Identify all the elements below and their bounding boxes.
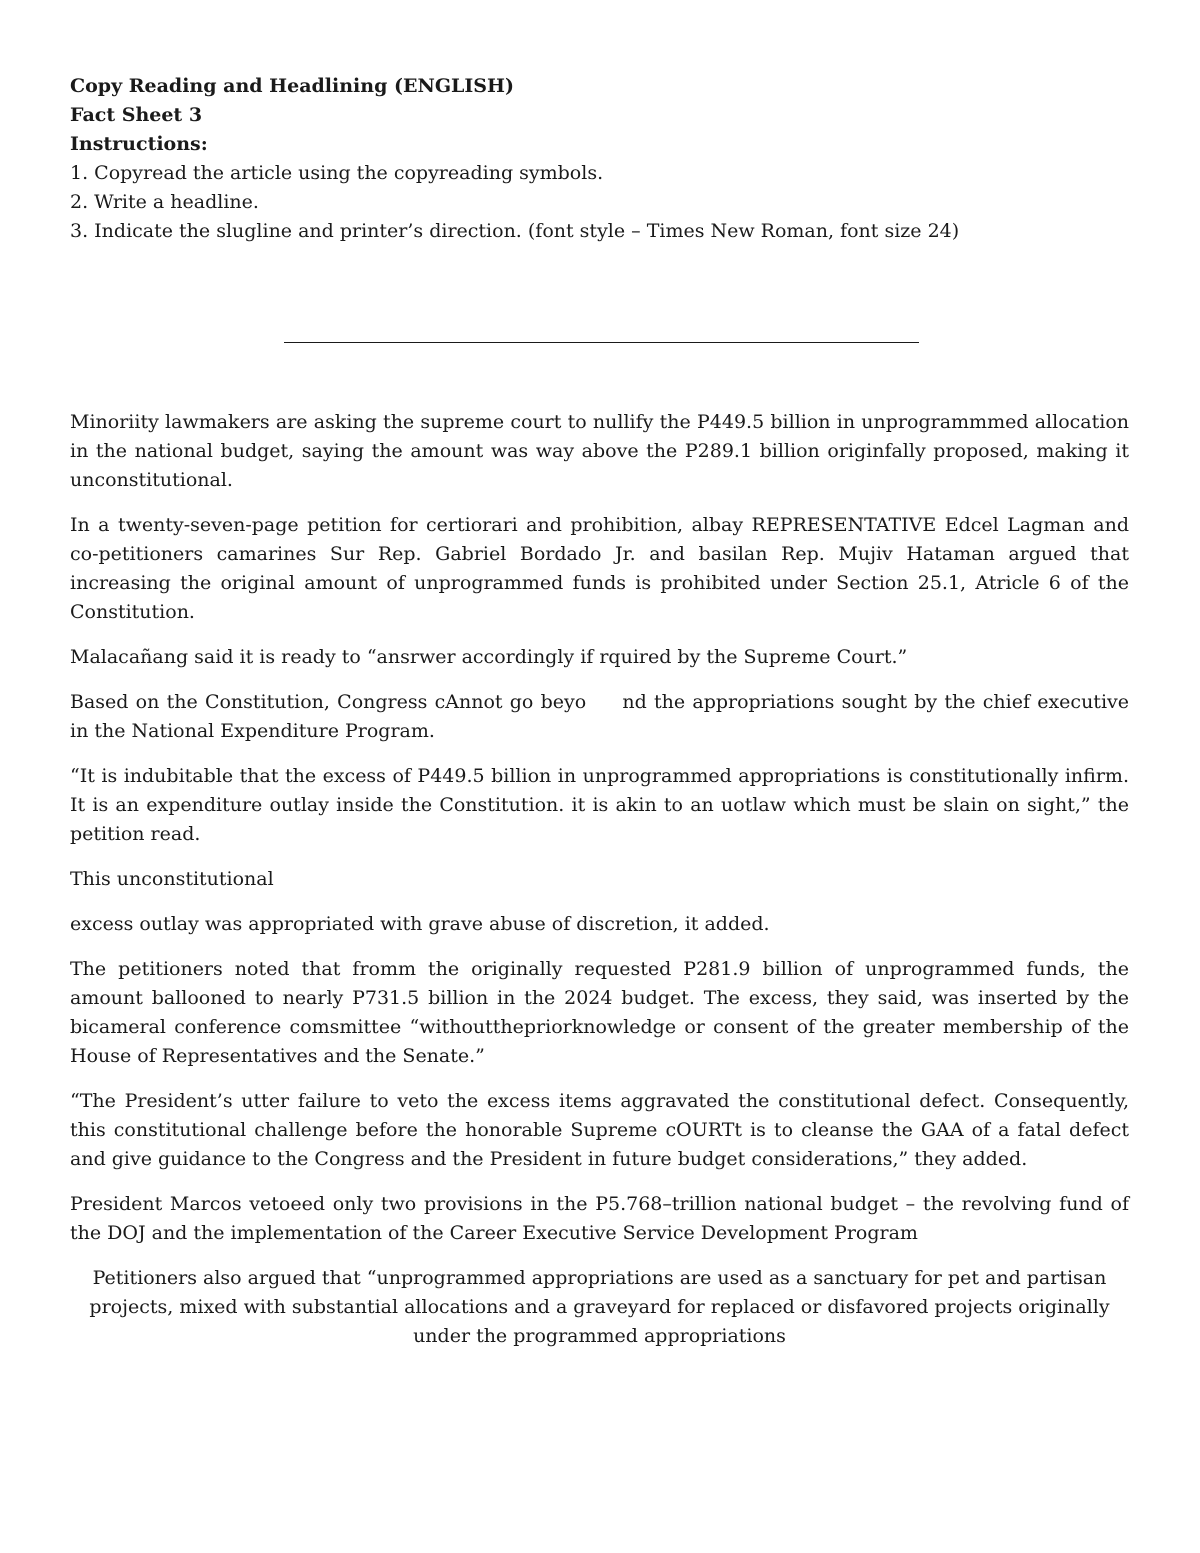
article-paragraph-6: This unconstitutional (70, 868, 274, 890)
fact-sheet-header (70, 72, 1130, 246)
article-paragraph-9: “The President’s utter failure to veto the excess items aggravated the constitutional defect. Consequently, this constitutional challenge before the honorable Supreme cOURTt is to cleanse the GAA of a fatal defect and give guidance to the Congress and the President in future budget considerations,” they added. (70, 1090, 1129, 1170)
article-paragraph-7: excess outlay was appropriated with grave abuse of discretion, it added. (70, 913, 770, 935)
instruction-item-2: 2. Write a headline. (70, 191, 259, 213)
article-paragraph-8: The petitioners noted that fromm the originally requested P281.9 billion of unprogrammed funds, the amount ballooned to nearly P731.5 billion in the 2024 budget. The excess, they said, was inserted by the bicameral conference comsmittee “withoutthepriorknowledge or consent of the greater membership of the House of Representatives and the Senate.” (70, 958, 1129, 1067)
instructions-label: Instructions: (70, 133, 208, 155)
article-paragraph-2: In a twenty-seven-page petition for certiorari and prohibition, albay REPRESENTATIVE Edcel Lagman and co-petitioners camarines Sur Rep. Gabriel Bordado Jr. and basilan Rep. Mujiv Hataman argued that increasing the original amount of unprogrammed funds is prohibited under Section 25.1, Atricle 6 of the Constitution. (70, 514, 1129, 623)
article-paragraph-4: Based on the Constitution, Congress cAnnot go beyo nd the appropriations sought by the chief executive in the National Expenditure Program. (70, 691, 1136, 742)
instruction-item-3: 3. Indicate the slugline and printer’s direction. (font style – Times New Roman, font size 24) (70, 220, 960, 242)
fact-sheet-number: Fact Sheet 3 (70, 104, 203, 126)
document-title: Copy Reading and Headlining (ENGLISH) (70, 75, 514, 97)
article-paragraph-11: Petitioners also argued that “unprogrammed appropriations are used as a sanctuary for pet and partisan projects, mixed with substantial allocations and a graveyard for replaced or disfavored projects originally under the programmed appropriations (89, 1267, 1110, 1347)
instruction-item-1: 1. Copyread the article using the copyreading symbols. (70, 162, 604, 184)
article-body (70, 408, 1136, 1367)
article-paragraph-1: Minoriity lawmakers are asking the supreme court to nullify the P449.5 billion in unprogrammmed allocation in the national budget, saying the amount was way above the P289.1 billion originfally proposed, making it unconstitutional. (70, 411, 1129, 491)
article-paragraph-10: President Marcos vetoeed only two provisions in the P5.768–trillion national budget – the revolving fund of the DOJ and the implementation of the Career Executive Service Development Program (70, 1193, 1129, 1244)
headline-blank-line (284, 342, 919, 343)
article-paragraph-3: Malacañang said it is ready to “ansrwer accordingly if rquired by the Supreme Court.” (70, 646, 908, 668)
article-paragraph-5: “It is indubitable that the excess of P449.5 billion in unprogrammed appropriations is constitutionally infirm. It is an expenditure outlay inside the Constitution. it is akin to an uotlaw which must be slain on sight,” the petition read. (70, 765, 1129, 845)
